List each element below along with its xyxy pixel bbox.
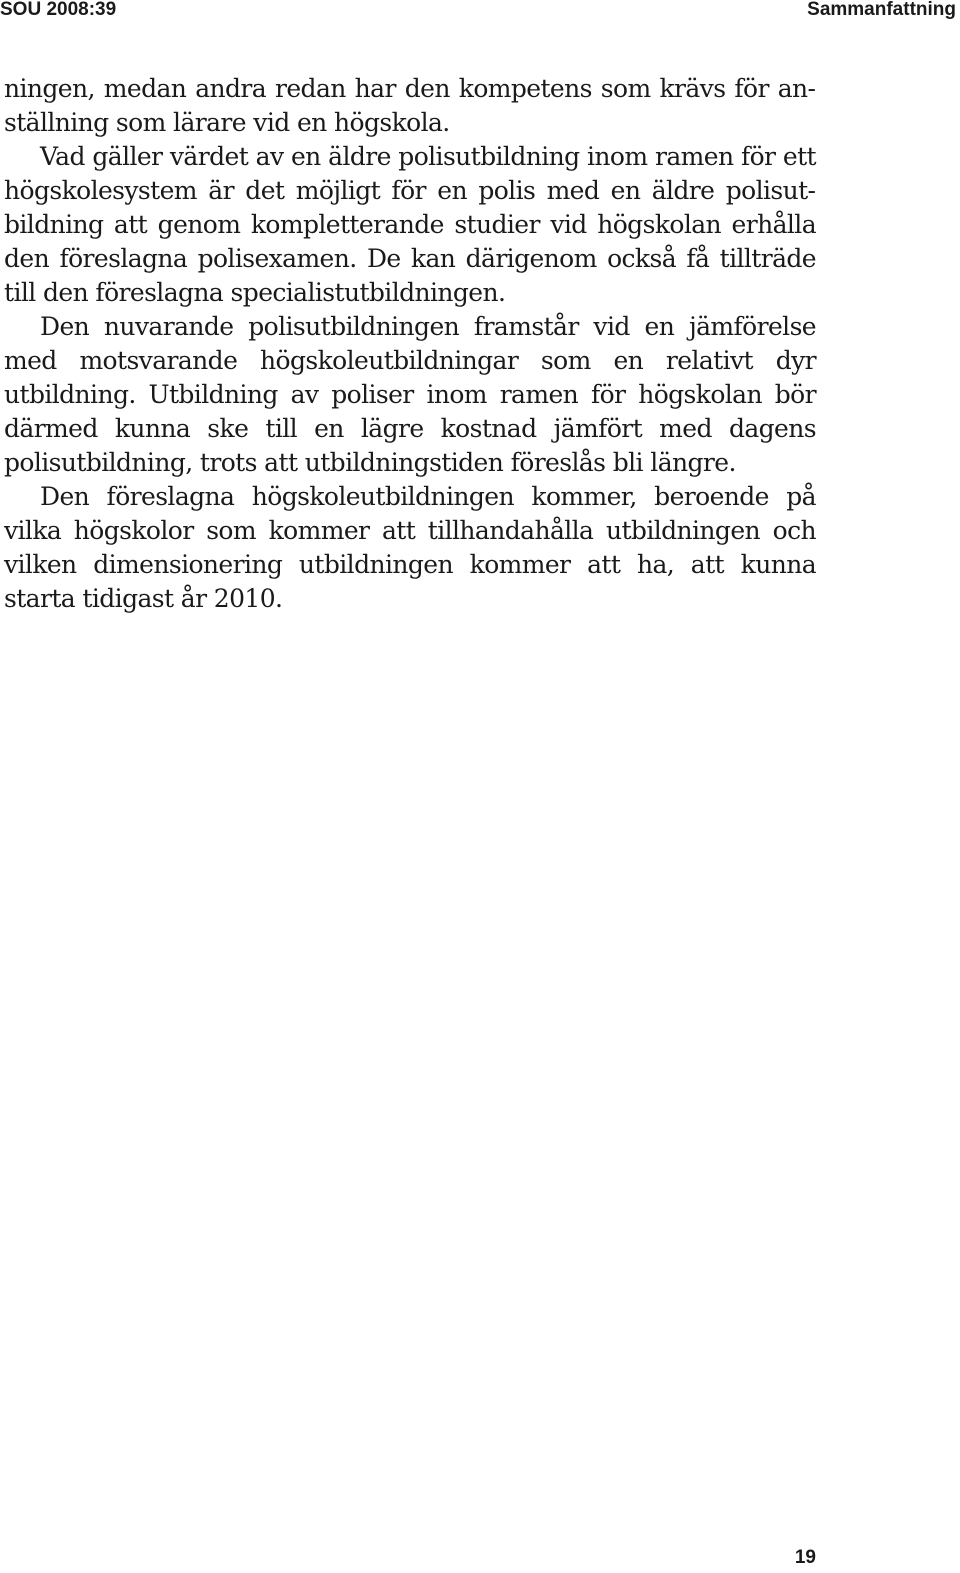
paragraph: Vad gäller värdet av en äldre polisutbildning inom ramen för ett högskolesystem är det möjligt för en polis med en äldre polisutbildning att genom kompletterande studier vid högskolan erhålla den föreslagna polisexamen. De kan därigenom också få tillträde till den föreslagna specialistutbildningen. [4,142,816,307]
page-number: 19 [794,1547,816,1568]
section-title: Sammanfattning [807,0,956,20]
paragraph-continued: ningen, medan andra redan har den kompetens som krävs för anställning som lärare vid en högskola. [4,74,816,137]
page-header [0,0,960,30]
document-reference: SOU 2008:39 [0,0,117,20]
paragraph: Den föreslagna högskoleutbildningen kommer, beroende på vilka högskolor som kommer att tillhandahålla utbildningen och vilken dimensionering utbildningen kommer att ha, att kunna starta tidigast år 2010. [4,482,816,613]
paragraph: Den nuvarande polisutbildningen framstår vid en jämförelse med motsvarande högskoleutbildningar som en relativt dyr utbildning. Utbildning av poliser inom ramen för högskolan bör därmed kunna ske till en lägre kostnad jämfört med dagens polisutbildning, trots att utbildningstiden föreslås bli längre. [4,312,816,477]
body-text [4,72,816,616]
